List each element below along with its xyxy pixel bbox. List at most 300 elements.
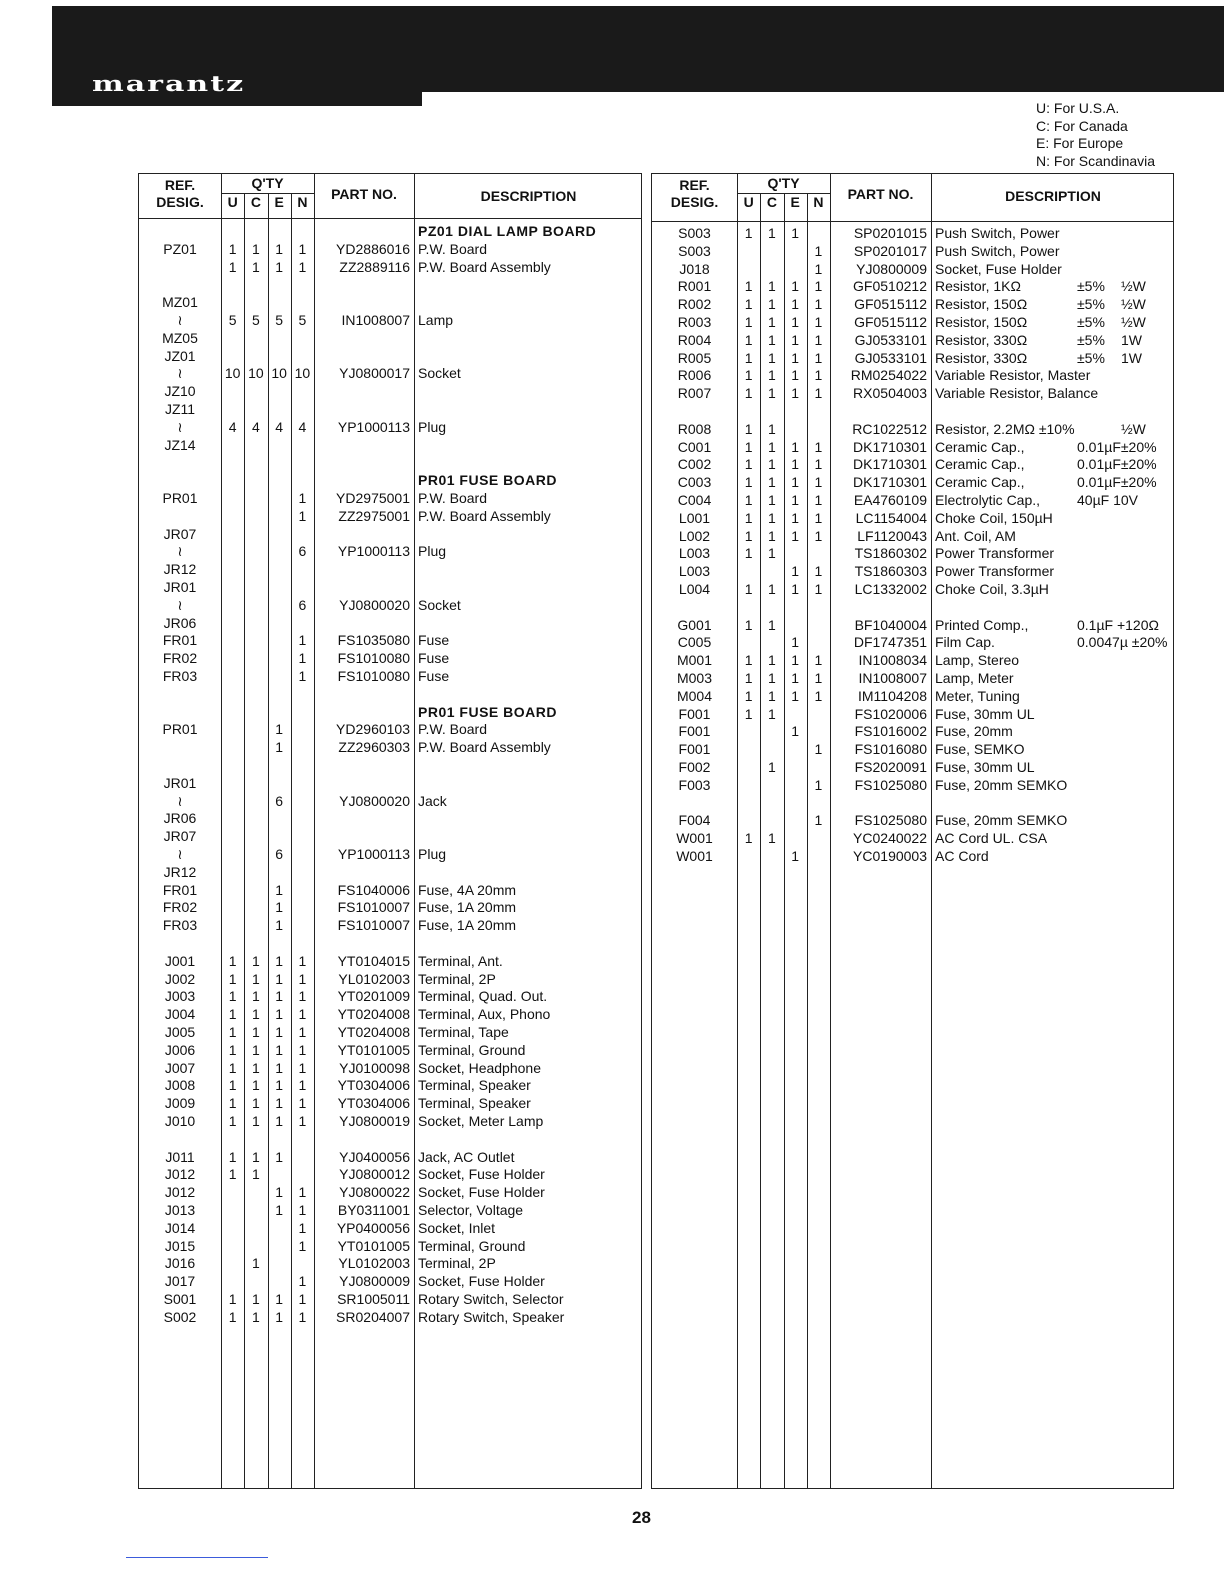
qty-e: 1: [275, 1077, 284, 1094]
header-qty-u: U: [227, 194, 238, 210]
qty-n: 1: [814, 242, 823, 259]
qty-c: 1: [251, 1041, 260, 1058]
description: P.W. Board Assembly: [418, 507, 551, 524]
ref-desig: FR01: [162, 632, 198, 649]
part-number: YJ0800020: [339, 596, 410, 613]
part-number: GJ0533101: [854, 349, 927, 366]
description-rating: ½W: [1121, 278, 1146, 295]
table-row: [652, 439, 1173, 457]
ref-desig: R005: [677, 349, 712, 366]
header-qty-c: C: [250, 194, 261, 210]
qty-n: 1: [814, 652, 823, 669]
part-number: BY0311001: [337, 1202, 410, 1218]
ref-desig: C003: [677, 474, 712, 491]
ref-desig: FR03: [162, 668, 198, 684]
description: Power Transformer: [935, 545, 1055, 562]
description: P.W. Board: [418, 240, 488, 257]
part-number: DF1747351: [853, 634, 927, 651]
ref-desig: J004: [164, 1006, 196, 1023]
qty-e: 1: [275, 1308, 284, 1325]
description: Plug: [418, 543, 447, 560]
description: Rotary Switch, Speaker: [418, 1308, 565, 1325]
qty-u: 1: [744, 705, 753, 722]
description-spec: ±5%: [1077, 296, 1105, 313]
qty-e: 1: [791, 278, 800, 295]
qty-u: 1: [228, 1024, 237, 1040]
part-number: YC0190003: [853, 848, 927, 864]
table-row: [139, 1255, 641, 1273]
table-row: [652, 812, 1173, 830]
description: Plug: [418, 418, 447, 435]
qty-n: 1: [298, 1077, 307, 1094]
qty-u: 1: [744, 278, 753, 295]
qty-n: 5: [298, 312, 307, 328]
legend-item: C: For Canada: [1036, 117, 1128, 134]
table-row: [139, 330, 641, 348]
qty-c: 1: [767, 420, 776, 437]
description: Push Switch, Power: [935, 242, 1060, 259]
qty-u: 1: [228, 1166, 237, 1183]
description: Lamp, Meter: [935, 670, 1014, 686]
qty-e: 1: [791, 492, 800, 508]
qty-n: 1: [814, 509, 823, 526]
qty-e: 1: [791, 581, 800, 597]
legend-item: U: For U.S.A.: [1036, 100, 1120, 116]
part-number: YT0304006: [337, 1095, 410, 1112]
description: Ceramic Cap.,: [935, 474, 1025, 491]
description: Plug: [418, 846, 447, 862]
table-row: [139, 864, 641, 882]
qty-u: 1: [228, 1113, 237, 1129]
ref-desig: M003: [676, 670, 713, 686]
table-row: [652, 830, 1173, 848]
ref-desig: FR02: [162, 899, 198, 916]
part-number: FS1025080: [854, 812, 927, 829]
part-number: YP1000113: [337, 418, 410, 435]
description: Jack: [418, 792, 447, 809]
description: Rotary Switch, Selector: [418, 1291, 564, 1307]
table-row: [652, 848, 1173, 866]
description: Fuse, 30mm UL: [935, 759, 1035, 775]
qty-e: 1: [791, 225, 800, 241]
part-number: YT0204008: [337, 1024, 410, 1040]
qty-u: 1: [744, 581, 753, 597]
description: P.W. Board: [418, 490, 488, 506]
part-number: YL0102003: [338, 970, 410, 987]
description-spec: ±5%: [1077, 278, 1105, 295]
ref-desig: F003: [678, 776, 711, 793]
description: Socket, Fuse Holder: [418, 1273, 545, 1290]
qty-e: 5: [275, 312, 284, 328]
part-number: RC1022512: [852, 420, 927, 437]
qty-n: 1: [298, 1273, 307, 1290]
description: Choke Coil, 3.3µH: [935, 581, 1049, 597]
description: Fuse, 20mm SEMKO: [935, 812, 1068, 829]
table-row: [139, 953, 641, 971]
qty-c: 1: [767, 687, 776, 704]
table-row: [652, 350, 1173, 368]
table-row: [652, 563, 1173, 581]
qty-u: 4: [228, 418, 237, 435]
qty-e: 1: [791, 456, 800, 473]
qty-c: 1: [251, 240, 260, 257]
table-row: [139, 668, 641, 686]
part-number: YD2886016: [336, 240, 410, 257]
qty-n: 1: [298, 1024, 307, 1040]
qty-u: 1: [228, 1148, 237, 1165]
table-row: [139, 312, 641, 330]
qty-n: 1: [814, 776, 823, 793]
header-qty-e: E: [274, 194, 284, 210]
description: Fuse, 30mm UL: [935, 705, 1035, 722]
qty-u: 1: [744, 545, 753, 562]
ref-desig: W001: [676, 830, 713, 847]
ref-desig: FR02: [162, 650, 198, 667]
qty-c: 1: [767, 296, 776, 313]
header-description: DESCRIPTION: [1005, 188, 1101, 204]
description: Fuse: [418, 632, 450, 649]
brand-logo: marantz: [92, 71, 246, 97]
part-number: FS1010080: [337, 668, 410, 684]
qty-n: 1: [814, 670, 823, 686]
qty-e: 1: [791, 314, 800, 330]
table-row: [139, 241, 641, 259]
qty-u: 1: [228, 1006, 237, 1023]
table-row: [652, 759, 1173, 777]
part-number: LC1332002: [854, 581, 927, 597]
table-row: [139, 401, 641, 419]
header-qty: Q'TY: [767, 175, 800, 191]
table-row: [139, 1042, 641, 1060]
qty-n: 6: [298, 543, 307, 560]
description-spec: 0.0047µ ±20%: [1077, 634, 1168, 651]
ref-desig: JZ10: [164, 383, 196, 400]
ref-desig: ≀: [177, 418, 183, 435]
qty-c: 1: [767, 367, 776, 384]
table-row: [139, 775, 641, 793]
ref-desig: J013: [164, 1202, 196, 1218]
table-row: [652, 243, 1173, 261]
ref-desig: L003: [678, 545, 711, 562]
table-row: [652, 670, 1173, 688]
ref-desig: J006: [164, 1041, 196, 1058]
table-row: [139, 1131, 641, 1149]
ref-desig: L003: [678, 563, 711, 580]
description-spec: 0.01µF±20%: [1077, 456, 1157, 473]
qty-n: 1: [298, 988, 307, 1005]
header-part-no: PART NO.: [331, 186, 397, 202]
table-row: [139, 935, 641, 953]
table-row: [139, 383, 641, 401]
qty-c: 1: [767, 616, 776, 633]
description: Terminal, Speaker: [418, 1095, 531, 1112]
ref-desig: ≀: [177, 792, 183, 809]
qty-e: 1: [791, 723, 800, 740]
ref-desig: L004: [678, 581, 711, 597]
qty-u: 1: [744, 456, 753, 473]
description: Resistor, 330Ω: [935, 331, 1028, 348]
description-spec: 0.01µF±20%: [1077, 474, 1157, 491]
qty-e: 1: [791, 563, 800, 580]
qty-u: 1: [744, 652, 753, 669]
table-row: [139, 437, 641, 455]
qty-n: 4: [298, 418, 307, 435]
description: Resistor, 1KΩ: [935, 278, 1021, 295]
description: Socket, Fuse Holder: [935, 260, 1062, 277]
qty-c: 1: [767, 705, 776, 722]
part-number: YP1000113: [337, 846, 410, 862]
table-row: [139, 1291, 641, 1309]
description: Terminal, Speaker: [418, 1077, 531, 1094]
description: P.W. Board Assembly: [418, 739, 551, 756]
table-row: [139, 543, 641, 561]
qty-e: 1: [275, 899, 284, 916]
table-row: [652, 332, 1173, 350]
ref-desig: S002: [163, 1308, 197, 1325]
part-number: YT0201009: [337, 988, 410, 1005]
table-row: [652, 545, 1173, 563]
ref-desig: L001: [678, 509, 711, 526]
description: AC Cord: [935, 848, 989, 864]
qty-c: 4: [251, 418, 260, 435]
part-number: SP0201015: [853, 225, 927, 241]
qty-u: 1: [744, 474, 753, 491]
table-row: [652, 492, 1173, 510]
ref-desig: JR06: [163, 614, 197, 631]
ref-desig: R003: [677, 314, 712, 330]
table-row: [139, 1149, 641, 1167]
qty-c: 1: [251, 258, 260, 275]
qty-n: 1: [814, 349, 823, 366]
qty-u: 1: [228, 1291, 237, 1307]
ref-desig: W001: [676, 848, 713, 864]
description: P.W. Board Assembly: [418, 258, 551, 275]
qty-n: 1: [814, 474, 823, 491]
qty-u: 5: [228, 312, 237, 328]
table-row: [139, 828, 641, 846]
qty-e: 1: [791, 331, 800, 348]
description: Socket, Fuse Holder: [418, 1166, 545, 1183]
qty-c: 1: [767, 830, 776, 847]
qty-e: 1: [791, 652, 800, 669]
description: Ceramic Cap.,: [935, 456, 1025, 473]
qty-e: 1: [275, 881, 284, 898]
ref-desig: J007: [164, 1059, 196, 1076]
qty-n: 6: [298, 596, 307, 613]
table-row: [139, 721, 641, 739]
qty-n: 1: [814, 438, 823, 455]
description: Meter, Tuning: [935, 687, 1020, 704]
qty-n: 1: [814, 367, 823, 384]
table-row: [139, 971, 641, 989]
part-number: GF0515112: [854, 314, 927, 330]
qty-e: 1: [275, 917, 284, 934]
table-row: [139, 757, 641, 775]
description: Resistor, 2.2MΩ ±10%: [935, 420, 1075, 437]
table-row: [139, 1184, 641, 1202]
table-row: [139, 632, 641, 650]
table-row: [652, 688, 1173, 706]
ref-desig: J008: [164, 1077, 196, 1094]
table-row: [139, 1006, 641, 1024]
description: Resistor, 330Ω: [935, 349, 1028, 366]
part-number: FS1040006: [337, 881, 410, 898]
part-number: YJ0800022: [339, 1184, 410, 1201]
qty-c: 1: [767, 492, 776, 508]
part-number: YD2960103: [336, 721, 410, 738]
ref-desig: MZ01: [162, 294, 198, 311]
qty-c: 1: [251, 988, 260, 1005]
qty-c: 1: [251, 1059, 260, 1076]
ref-desig: FR01: [162, 881, 198, 898]
table-row: [652, 634, 1173, 652]
description: Fuse, 20mm SEMKO: [935, 776, 1068, 793]
table-row: [652, 599, 1173, 617]
description: Fuse, 4A 20mm: [418, 881, 517, 898]
part-number: RM0254022: [850, 367, 927, 384]
part-number: FS1016002: [854, 723, 927, 740]
qty-e: 6: [275, 792, 284, 809]
section-title-row: [139, 223, 641, 241]
part-number: YT0101005: [337, 1041, 410, 1058]
ref-desig: J002: [164, 970, 196, 987]
qty-c: 1: [767, 527, 776, 544]
part-number: BF1040004: [854, 616, 927, 633]
part-number: YT0204008: [337, 1006, 410, 1023]
part-number: DK1710301: [853, 456, 927, 473]
table-row: [139, 579, 641, 597]
part-number: FS1010007: [337, 917, 410, 934]
ref-desig: R004: [677, 331, 712, 348]
section-title-row: [139, 472, 641, 490]
description: Terminal, Tape: [418, 1024, 509, 1040]
qty-e: 1: [791, 527, 800, 544]
qty-n: 1: [298, 1219, 307, 1236]
part-number: LC1154004: [855, 509, 927, 526]
ref-desig: PR01: [162, 490, 198, 506]
table-row: [139, 793, 641, 811]
ref-desig: JR07: [163, 525, 197, 542]
qty-u: 1: [228, 1041, 237, 1058]
ref-desig: M001: [676, 652, 713, 669]
header-desig: DESIG.: [156, 194, 204, 210]
part-number: FS1025080: [854, 776, 927, 793]
qty-c: 1: [767, 456, 776, 473]
ref-desig: M004: [676, 687, 713, 704]
description-rating: ½W: [1121, 314, 1146, 330]
footer-rule: [126, 1557, 268, 1558]
description: Fuse, 1A 20mm: [418, 899, 517, 916]
qty-n: 1: [298, 1113, 307, 1129]
part-number: YP0400056: [336, 1219, 410, 1236]
table-header: [139, 174, 641, 219]
qty-n: 1: [298, 507, 307, 524]
qty-n: 1: [814, 581, 823, 597]
part-number: SR1005011: [337, 1291, 410, 1307]
qty-e: 4: [275, 418, 284, 435]
qty-n: 1: [814, 260, 823, 277]
table-row: [652, 403, 1173, 421]
part-number: YJ0800012: [339, 1166, 410, 1183]
qty-u: 1: [744, 296, 753, 313]
qty-n: 1: [814, 314, 823, 330]
part-number: YD2975001: [336, 490, 410, 506]
table-row: [139, 294, 641, 312]
ref-desig: ≀: [177, 312, 183, 328]
part-number: GJ0533101: [854, 331, 927, 348]
part-number: YT0104015: [337, 952, 410, 969]
table-row: [139, 810, 641, 828]
part-number: FS1020006: [854, 705, 927, 722]
qty-c: 1: [767, 225, 776, 241]
header-qty-e: E: [790, 194, 800, 210]
region-legend: [1036, 100, 1155, 170]
part-number: YJ0800019: [339, 1113, 410, 1129]
description-spec: ±5%: [1077, 349, 1105, 366]
table-row: [139, 508, 641, 526]
ref-desig: J014: [164, 1219, 196, 1236]
header-qty: Q'TY: [251, 175, 284, 191]
ref-desig: R007: [677, 385, 712, 402]
part-number: YJ0800020: [339, 792, 410, 809]
qty-c: 1: [251, 952, 260, 969]
description: Fuse, 20mm: [935, 723, 1013, 740]
qty-u: 1: [744, 670, 753, 686]
ref-desig: JZ14: [164, 436, 196, 453]
table-row: [139, 1202, 641, 1220]
table-row: [139, 259, 641, 277]
ref-desig: J009: [164, 1095, 196, 1112]
ref-desig: FR03: [162, 917, 198, 934]
qty-e: 1: [791, 509, 800, 526]
ref-desig: F001: [678, 723, 711, 740]
header-ref: REF.: [679, 177, 710, 193]
qty-c: 1: [251, 1095, 260, 1112]
description: Film Cap.: [935, 634, 995, 651]
ref-desig: J015: [164, 1237, 196, 1254]
header-desig: DESIG.: [670, 194, 719, 210]
qty-u: 1: [744, 492, 753, 508]
qty-e: 1: [275, 1059, 284, 1076]
description: Fuse, 1A 20mm: [418, 917, 517, 934]
description-rating: 1W: [1121, 331, 1142, 348]
description: Resistor, 150Ω: [935, 314, 1028, 330]
part-number: YJ0800017: [339, 365, 410, 382]
qty-u: 10: [224, 365, 241, 382]
qty-c: 5: [251, 312, 260, 328]
qty-c: 1: [767, 581, 776, 597]
description: Terminal, Ant.: [418, 952, 503, 969]
qty-u: 1: [744, 349, 753, 366]
description: Fuse, SEMKO: [935, 741, 1025, 758]
header-qty-u: U: [743, 194, 754, 210]
description: Terminal, Aux, Phono: [418, 1006, 551, 1023]
qty-c: 1: [251, 1077, 260, 1094]
header-qty-n: N: [297, 194, 308, 210]
qty-n: 1: [298, 632, 307, 649]
qty-n: 1: [298, 668, 307, 684]
table-row: [139, 1024, 641, 1042]
ref-desig: JR12: [163, 561, 197, 578]
ref-desig: R006: [677, 367, 712, 384]
table-row: [652, 528, 1173, 546]
qty-n: 1: [298, 1041, 307, 1058]
table-row: [139, 1309, 641, 1327]
description: Fuse: [418, 668, 450, 684]
qty-u: 1: [228, 258, 237, 275]
qty-n: 1: [814, 812, 823, 829]
qty-u: 1: [744, 331, 753, 348]
